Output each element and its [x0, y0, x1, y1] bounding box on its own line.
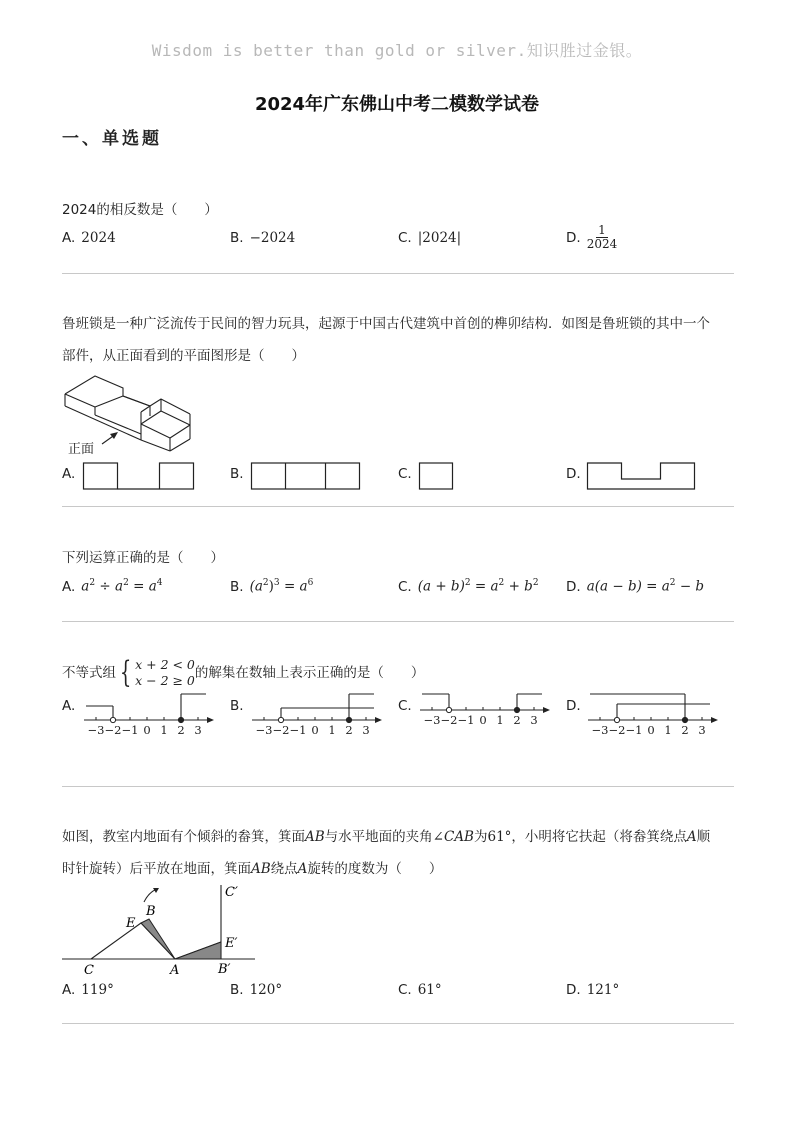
tick-label: −3 — [423, 713, 441, 727]
math-var: ∠CAB — [432, 829, 474, 845]
option-label: A. — [62, 466, 76, 482]
divider — [62, 273, 734, 274]
open-point — [278, 717, 283, 722]
divider — [62, 506, 734, 507]
math-var: AB — [305, 829, 325, 845]
option-a[interactable] — [62, 466, 75, 482]
math-expr: (a + b) — [417, 578, 465, 595]
text: 为 — [473, 829, 488, 845]
option-label: D. — [566, 982, 581, 998]
option-value: 2024 — [81, 230, 116, 246]
brace-symbol: { — [119, 655, 132, 690]
option-label: C. — [398, 578, 412, 595]
exponent: 6 — [307, 578, 314, 588]
tick-label: −2 — [608, 723, 626, 737]
text: 绕点 — [270, 861, 298, 877]
tick-label: 0 — [479, 713, 487, 727]
exponent: 2 — [669, 578, 676, 588]
question-1-text: 2024的相反数是（ ） — [62, 202, 218, 218]
label-c: C — [84, 963, 94, 978]
math-var: A — [686, 829, 697, 845]
option-d-figure — [586, 462, 698, 490]
option-b-figure — [250, 462, 362, 490]
exponent: 2 — [532, 578, 539, 588]
option-label: B. — [230, 230, 244, 246]
option-b[interactable]: B. — [230, 698, 244, 714]
label-c-prime: C′ — [225, 885, 238, 900]
math-expr: = a — [283, 578, 308, 595]
tick-label: 2 — [681, 723, 689, 737]
option-label: A. — [62, 982, 76, 998]
question-5-text — [62, 821, 734, 885]
divider — [62, 786, 734, 787]
text: 顺 — [696, 829, 711, 845]
closed-point — [178, 717, 183, 722]
math-var: AB — [251, 861, 271, 877]
tick-label: −2 — [272, 723, 290, 737]
open-point — [446, 707, 451, 712]
exam-title: 2024年广东佛山中考二模数学试卷 — [254, 94, 540, 115]
option-value: 120° — [249, 982, 283, 998]
option-d[interactable] — [566, 982, 619, 998]
label-e: E — [126, 916, 136, 931]
math-op: ÷ — [99, 578, 111, 595]
option-c[interactable] — [398, 466, 412, 482]
question-4-suffix: 的解集在数轴上表示正确的是（ ） — [194, 665, 425, 681]
option-b[interactable] — [230, 982, 282, 998]
tick-label: 1 — [496, 713, 504, 727]
exponent: 2 — [498, 578, 505, 588]
option-a-figure — [82, 462, 196, 490]
question-5-options — [62, 982, 734, 1012]
tick-label: −2 — [440, 713, 458, 727]
option-b[interactable] — [230, 466, 244, 482]
number-line-c — [418, 692, 556, 742]
option-label: D. — [566, 229, 581, 246]
tick-label: 3 — [530, 713, 538, 727]
closed-point — [682, 717, 687, 722]
axis-arrow — [711, 717, 718, 723]
divider — [62, 621, 734, 622]
math-expr: + b — [508, 578, 533, 595]
label-e-prime: E′ — [225, 936, 238, 951]
option-a[interactable] — [62, 578, 163, 595]
open-point — [110, 717, 115, 722]
tick-label: 1 — [160, 723, 168, 737]
tick-label: 1 — [328, 723, 336, 737]
text: 旋转的度数为（ ） — [307, 861, 443, 877]
label-a: A — [170, 963, 180, 978]
axis-arrow — [207, 717, 214, 723]
option-c[interactable] — [398, 230, 461, 246]
question-4-text — [62, 656, 734, 690]
option-label: C. — [398, 230, 412, 246]
option-value: 61° — [417, 982, 442, 998]
option-a[interactable] — [62, 230, 116, 246]
option-c[interactable]: C. — [398, 698, 412, 714]
page-motto: Wisdom is better than gold or silver.知识胜过金银。 — [151, 41, 643, 60]
tick-label: −1 — [457, 713, 475, 727]
option-c[interactable] — [398, 578, 539, 595]
question-3-options — [62, 578, 734, 608]
question-2-line-1: 鲁班锁是一种广泛流传于民间的智力玩具，起源于中国古代建筑中首创的榫卯结构．如图是鲁班锁的其中一个 — [62, 316, 710, 332]
option-d[interactable] — [566, 466, 581, 482]
tick-label: −1 — [289, 723, 307, 737]
exponent: 2 — [464, 578, 471, 588]
text: ，小明将它扶起（将畚箕绕点 — [511, 829, 687, 845]
axis-arrow — [543, 707, 550, 713]
option-label: B. — [230, 982, 244, 998]
tick-label: −3 — [591, 723, 609, 737]
number-line-a — [82, 692, 220, 742]
text: 时针旋转）后平放在地面，箕面 — [62, 861, 251, 877]
math-expr: − b — [679, 578, 705, 595]
math-op: = — [133, 578, 145, 595]
tick-label: 2 — [345, 723, 353, 737]
option-d[interactable]: D. — [566, 698, 581, 714]
number-line-b — [250, 692, 388, 742]
math-expr: ) — [268, 578, 274, 595]
tick-label: 0 — [143, 723, 151, 737]
exponent: 2 — [262, 578, 269, 588]
option-c-figure — [418, 462, 456, 490]
divider — [62, 1023, 734, 1024]
exponent: 3 — [273, 578, 280, 588]
question-1-options — [62, 223, 734, 260]
option-d[interactable] — [566, 578, 704, 595]
math-var: a — [81, 578, 90, 595]
option-label: A. — [62, 578, 76, 595]
exponent: 4 — [156, 578, 163, 588]
inequality-system — [116, 657, 195, 689]
math-expr: (a — [249, 578, 263, 595]
option-d[interactable] — [566, 224, 617, 251]
option-a[interactable]: A. — [62, 698, 76, 714]
tick-label: 0 — [311, 723, 319, 737]
option-b[interactable] — [230, 578, 313, 595]
option-label: C. — [398, 982, 412, 998]
question-5-line-1 — [62, 821, 734, 853]
option-value: −2024 — [249, 230, 296, 246]
question-3-text: 下列运算正确的是（ ） — [62, 550, 224, 566]
math-expr: a(a − b) = a — [586, 578, 670, 595]
option-label: B. — [230, 466, 244, 482]
math-var: a — [148, 578, 157, 595]
question-2-line-2: 部件，从正面看到的平面图形是（ ） — [62, 348, 305, 364]
exponent: 2 — [123, 578, 129, 588]
text: 与水平地面的夹角 — [324, 829, 433, 845]
number-line-d — [586, 692, 724, 742]
question-2-text — [62, 308, 734, 372]
dustpan-rotation-figure — [60, 880, 260, 980]
option-a[interactable] — [62, 982, 114, 998]
option-value: 121° — [586, 982, 620, 998]
exponent: 2 — [89, 578, 96, 588]
front-label: 正面 — [68, 442, 95, 457]
text: 如图，教室内地面有个倾斜的畚箕，箕面 — [62, 829, 305, 845]
tick-label: 0 — [647, 723, 655, 737]
tick-label: −3 — [87, 723, 105, 737]
option-label: C. — [398, 466, 412, 482]
tick-label: 2 — [513, 713, 521, 727]
math-var: A — [297, 861, 308, 877]
math-var: a — [115, 578, 124, 595]
label-b: B — [146, 904, 156, 919]
option-value: |2024| — [417, 230, 462, 246]
tick-label: 3 — [194, 723, 202, 737]
open-point — [614, 717, 619, 722]
inequality-1: x + 2 < 0 — [135, 657, 195, 672]
option-label: B. — [230, 578, 244, 595]
closed-point — [514, 707, 519, 712]
tick-label: −1 — [625, 723, 643, 737]
tick-label: −1 — [121, 723, 139, 737]
fraction-denominator: 2024 — [586, 237, 618, 251]
option-b[interactable] — [230, 230, 295, 246]
axis-arrow — [375, 717, 382, 723]
tick-label: 3 — [698, 723, 706, 737]
tick-label: 2 — [177, 723, 185, 737]
tick-label: 1 — [664, 723, 672, 737]
tick-label: 3 — [362, 723, 370, 737]
option-label: D. — [566, 466, 581, 482]
label-b-prime: B′ — [218, 962, 231, 977]
option-c[interactable] — [398, 982, 442, 998]
tick-label: −2 — [104, 723, 122, 737]
option-label: D. — [566, 578, 581, 595]
inequality-2: x − 2 ≥ 0 — [135, 673, 195, 688]
question-4-prefix: 不等式组 — [62, 665, 116, 681]
question-2-options — [62, 462, 734, 494]
math-value: 61° — [487, 829, 512, 845]
fraction-numerator: 1 — [598, 223, 606, 237]
section-heading: 一、单选题 — [62, 129, 162, 149]
option-value: 119° — [81, 982, 114, 998]
math-expr: = a — [474, 578, 499, 595]
tick-label: −3 — [255, 723, 273, 737]
fraction — [587, 224, 618, 251]
option-label: A. — [62, 230, 76, 246]
closed-point — [346, 717, 351, 722]
